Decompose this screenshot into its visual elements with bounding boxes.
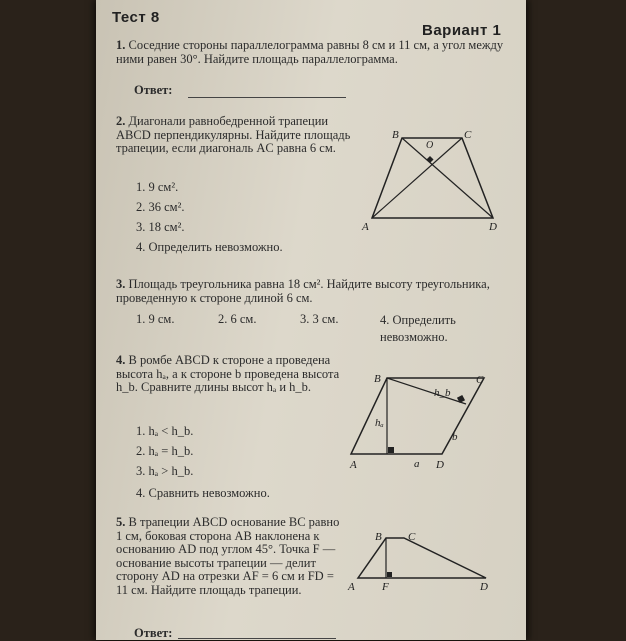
q2-option-2[interactable]: 2. 36 см². [136,200,185,214]
label-ha: hₐ [375,417,384,429]
answer-field-1[interactable] [188,97,346,98]
question-3 [116,278,508,305]
question-3-number: 3. [116,277,126,291]
q2-option-3[interactable]: 3. 18 см². [136,220,185,234]
test-title: Тест 8 [112,9,160,26]
q4-option-1[interactable]: 1. hₐ < h_b. [136,424,194,438]
label-C: C [476,374,484,386]
q2-option-4[interactable]: 4. Определить невозможно. [136,240,283,254]
question-5 [116,516,348,597]
label-C: C [408,531,416,543]
label-D: D [436,459,444,471]
q3-option-4[interactable]: 4. Определить невозможно. [380,313,456,344]
label-B: B [374,373,381,385]
q3-option-2[interactable]: 2. 6 см. [218,312,257,326]
question-2 [116,115,358,156]
test-page [96,0,526,640]
label-D: D [480,581,488,593]
question-3-text: Площадь треугольника равна 18 см². Найдите высоту треугольника, проведенную к стороне длиной 6 см. [116,277,490,305]
trapezoid-figure-q2 [358,126,508,236]
question-1-text: Соседние стороны параллелограмма равны 8 см и 11 см, а угол между ними равен 30°. Найдите площадь параллелограмма. [116,38,504,66]
label-D: D [489,221,497,233]
label-B: B [375,531,382,543]
label-B: B [392,129,399,141]
q2-option-1[interactable]: 1. 9 см². [136,180,179,194]
question-1 [116,39,508,66]
label-A: A [362,221,369,233]
question-5-text: В трапеции ABCD основание BC равно 1 см, боковая сторона AB наклонена к основанию AD под углом 45°. Точка F — основание высоты трапеции — делит сторону AD на отрезки AF = 6 см и FD = 11 см. Найдите площадь трапеции. [116,515,340,597]
answer-label-1: Ответ: [134,83,173,97]
trapezoid-figure-q5 [344,530,494,600]
label-a: a [414,458,420,470]
q4-option-4[interactable]: 4. Сравнить невозможно. [136,486,270,500]
question-2-number: 2. [116,114,126,128]
question-4-number: 4. [116,353,126,367]
variant-label: Вариант 1 [422,22,502,39]
label-hb: h_b [434,387,451,399]
label-C: C [464,129,472,141]
label-O: O [426,140,434,151]
label-A: A [350,459,357,471]
q3-option-1[interactable]: 1. 9 см. [136,312,175,326]
label-F: F [382,581,389,593]
rhombus-figure-q4 [348,370,508,476]
question-5-number: 5. [116,515,126,529]
q4-option-2[interactable]: 2. hₐ = h_b. [136,444,194,458]
question-1-number: 1. [116,38,126,52]
q4-option-3[interactable]: 3. hₐ > h_b. [136,464,194,478]
question-4 [116,354,342,395]
answer-label-5: Ответ: [134,626,173,640]
answer-field-5[interactable] [178,638,336,639]
question-4-text: В ромбе ABCD к стороне a проведена высота hₐ, а к стороне b проведена высота h_b. Сравните длины высот hₐ и h_b. [116,353,340,394]
q3-option-3[interactable]: 3. 3 см. [300,312,339,326]
label-A: A [348,581,355,593]
label-b: b [452,431,458,443]
question-2-text: Диагонали равнобедренной трапеции ABCD перпендикулярны. Найдите площадь трапеции, если диагональ AC равна 6 см. [116,114,351,155]
